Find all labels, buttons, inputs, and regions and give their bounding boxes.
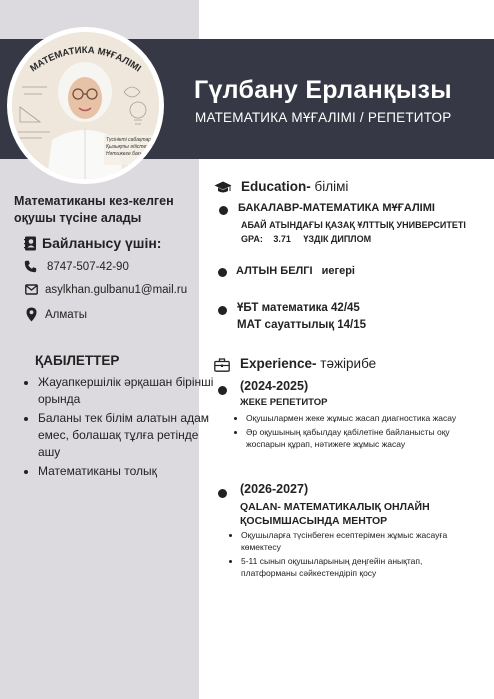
- photo-caption: [106, 137, 151, 158]
- profile-photo: [12, 32, 159, 179]
- job-duties: [234, 412, 468, 452]
- job-bullet: [218, 489, 227, 498]
- test-score-1: ҰБТ математика 42/45: [237, 302, 360, 314]
- job-duty: • Оқушыларға түсінбеген есептерімен жұмыс жасауға көмектесу: [241, 529, 453, 553]
- email-address[interactable]: asylkhan.gulbanu1@mail.ru: [45, 284, 188, 296]
- experience-title: [240, 356, 376, 371]
- photo-caption-line: Нәтижеге бағыт: [106, 151, 148, 157]
- education-title: [241, 179, 348, 194]
- medal: АЛТЫН БЕЛГІ: [236, 265, 313, 277]
- person-name: Гүлбану Ерланқызы: [194, 76, 452, 104]
- job-duty: • 5-11 сынып оқушыларының деңгейін анықтап, платформаны сәйкестендіріп қосу: [241, 555, 453, 579]
- job-years: (2026-2027): [240, 482, 309, 496]
- job-position: QALAN- МАТЕМАТИКАЛЫҚ ОНЛАЙН ҚОСЫМШАСЫНДА МЕНТОР: [240, 501, 430, 527]
- job-duty: • Оқушылармен жеке жұмыс жасап диагностика жасау: [246, 412, 468, 424]
- photo-badge: [12, 38, 159, 78]
- education-title-sub: білімі: [310, 179, 349, 194]
- contact-title: Байланысу үшін:: [42, 235, 162, 251]
- contact-book-icon: [24, 236, 37, 251]
- person-role: МАТЕМАТИКА МҰҒАЛІМІ / РЕПЕТИТОР: [195, 110, 452, 125]
- experience-title-sub: тәжірибе: [316, 356, 377, 371]
- phone-number[interactable]: 8747-507-42-90: [47, 261, 129, 273]
- test-score-2: МАТ сауаттылық 14/15: [237, 319, 367, 331]
- skills-title: ҚАБІЛЕТТЕР: [35, 353, 120, 368]
- job-duty: • Әр оқушының қабылдау қабілетіне байланысты оқу жоспарын құрап, нәтижеге жұмыс жасау: [246, 426, 468, 450]
- test-bullet: [218, 306, 227, 315]
- skills-list: [20, 374, 214, 482]
- diploma: ҮЗДІК ДИПЛОМ: [303, 234, 372, 244]
- skill-item: • Баланы тек білім алатын адам емес, болашақ тұлға ретінде ашу: [38, 410, 214, 461]
- education-bullet: [219, 206, 228, 215]
- phone-icon: [24, 260, 37, 273]
- medal-sub: иегері: [321, 265, 355, 277]
- job-position: ЖЕКЕ РЕПЕТИТОР: [240, 397, 328, 408]
- photo-badge-text: МАТЕМАТИКА МҰҒАЛІМІ: [28, 44, 143, 75]
- photo-caption-line: Қызықты әдістер: [106, 144, 150, 150]
- gpa-label: GPA:: [241, 234, 263, 244]
- degree: БАКАЛАВР-МАТЕМАТИКА МҰҒАЛІМІ: [238, 202, 435, 214]
- graduation-cap-icon: [214, 181, 232, 195]
- email-icon: [25, 284, 38, 295]
- location-pin-icon: [26, 307, 37, 322]
- photo-caption-line: Түсінікті сабақтар: [106, 137, 152, 143]
- medal-row: [236, 265, 355, 277]
- job-bullet: [218, 386, 227, 395]
- skill-item: • Жауапкершілік әрқашан бірінші орында: [38, 374, 214, 408]
- skill-item: • Математиканы толық: [38, 463, 214, 480]
- job-years: (2024-2025): [240, 379, 309, 393]
- svg-text:МАТЕМАТИКА МҰҒАЛІМІ: [28, 45, 143, 74]
- briefcase-icon: [214, 358, 230, 372]
- gpa-row: [241, 234, 371, 244]
- university: АБАЙ АТЫНДАҒЫ ҚАЗАҚ ҰЛТТЫҚ УНИВЕРСИТЕТІ: [241, 220, 466, 230]
- city: Алматы: [45, 309, 87, 321]
- gpa-value: 3.71: [273, 234, 291, 244]
- education-title-main: Education-: [241, 179, 311, 194]
- job-duties: [229, 529, 453, 581]
- experience-title-main: Experience-: [240, 356, 317, 371]
- intro-text: Математиканы кез-келген оқушы түсіне алады: [14, 194, 174, 225]
- medal-bullet: [218, 268, 227, 277]
